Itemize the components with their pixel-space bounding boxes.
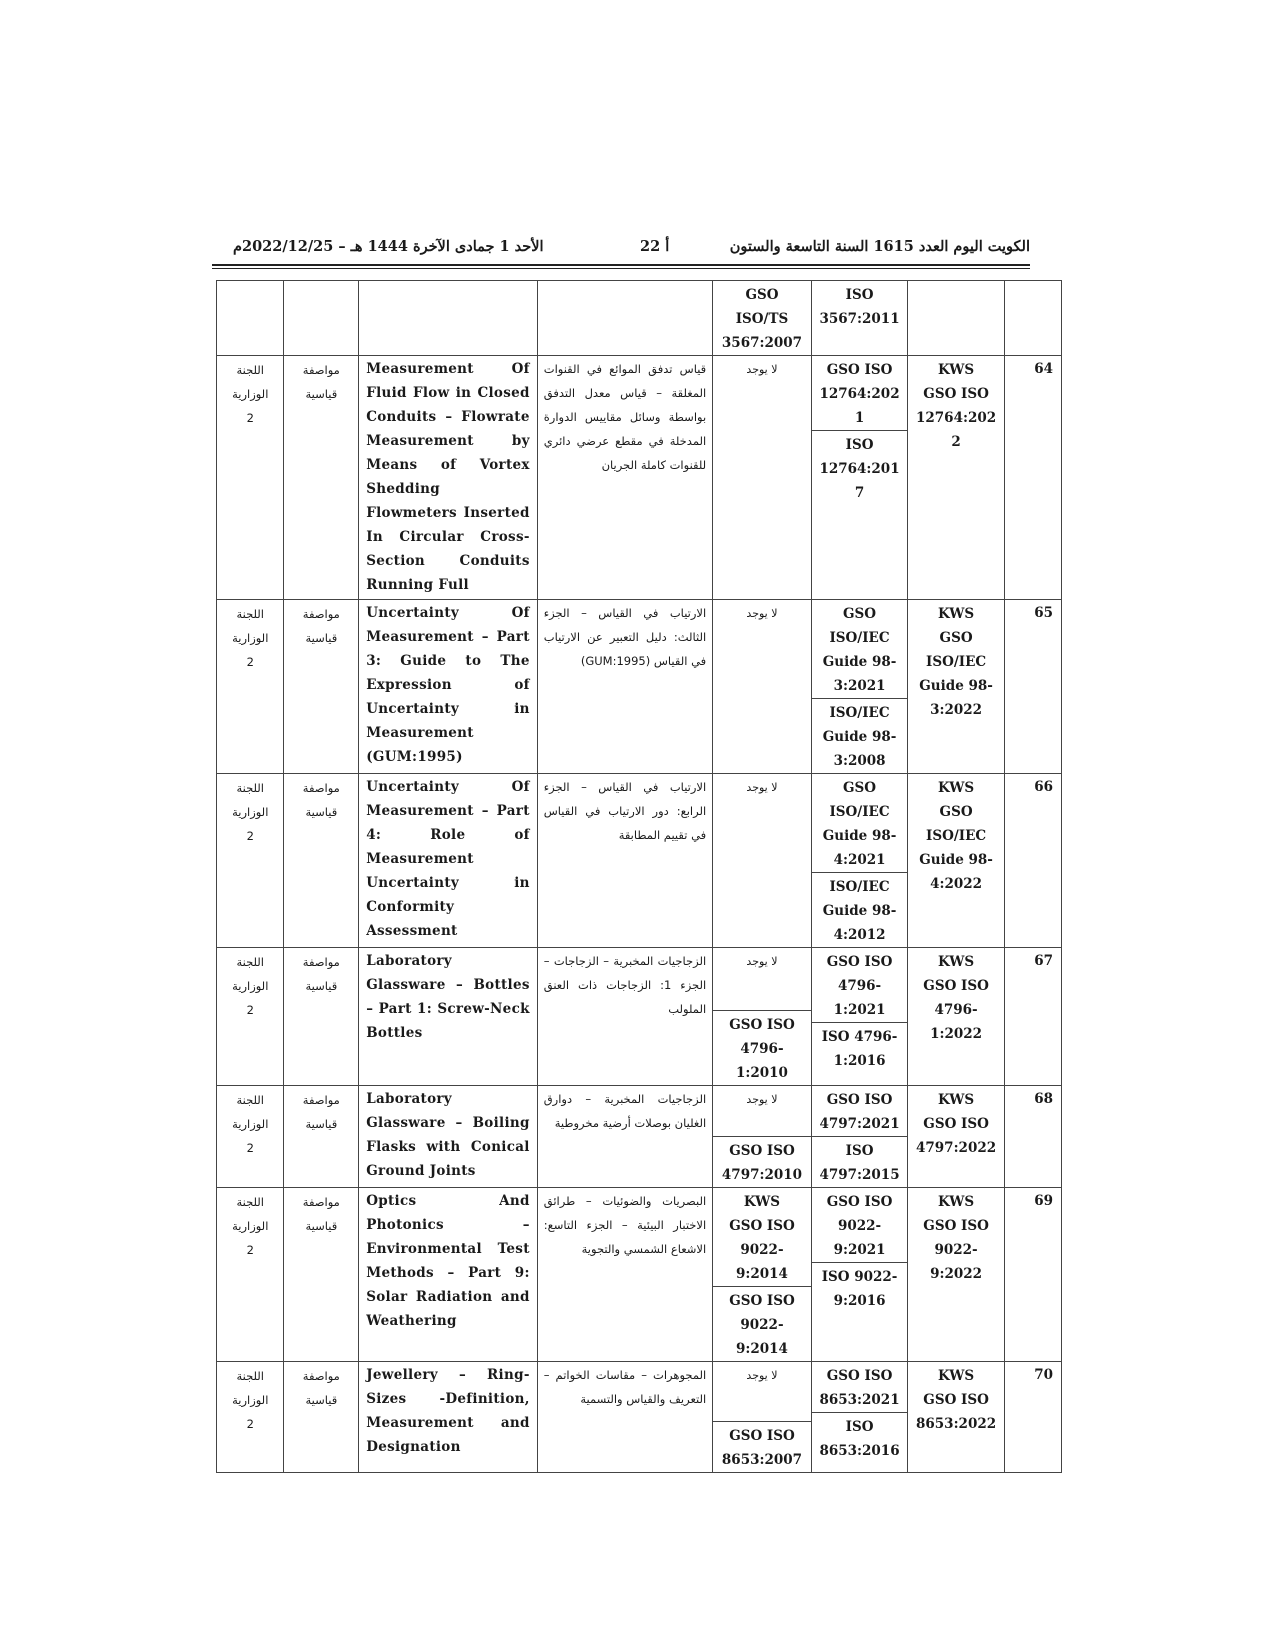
arabic-title: قياس تدفق الموائع في القنوات المغلقة – قياس معدل التدفق بواسطة وسائل مقاييس الدوارة المدخلة في مقطع عرضي دائري للقنوات كاملة الجريان (543, 362, 707, 472)
source-standard-cell (811, 1362, 908, 1473)
gso-iso-standard: GSO ISO 4797:2021 (819, 1092, 900, 1132)
type-label: مواصفة قياسية (302, 781, 340, 819)
row-number: 70 (1034, 1367, 1053, 1383)
header-issue-info: الكويت اليوم العدد 1615 السنة التاسعة والستون (729, 238, 1030, 255)
table-row (217, 1086, 1062, 1188)
table-row (217, 948, 1062, 1086)
gso-iso-standard: GSO ISO/IEC Guide 98- 3:2021 (822, 606, 897, 694)
committee-label: اللجنة الوزارية 2 (232, 1093, 269, 1155)
type-cell (284, 1188, 359, 1362)
english-title: Laboratory Glassware – Boiling Flasks with Conical Ground Joints (366, 1091, 530, 1179)
iso-standard: ISO 3567:2011 (819, 287, 900, 327)
committee-cell (217, 948, 284, 1086)
english-title: Measurement Of Fluid Flow in Closed Conduits – Flowrate Measurement by Means of Vortex Shedding Flowmeters Inserted In Circular Cross-Section Conduits Running Full (366, 361, 530, 593)
table-row (217, 1362, 1062, 1473)
kws-cell (908, 948, 1005, 1086)
kws-cell (908, 774, 1005, 948)
type-label: مواصفة قياسية (302, 607, 340, 645)
type-label: مواصفة قياسية (302, 363, 340, 401)
committee-cell (217, 774, 284, 948)
arabic-title-cell (537, 1188, 712, 1362)
withdrawn-standard: GSO ISO 9022- 9:2014 (713, 1286, 811, 1361)
committee-cell (217, 600, 284, 774)
arabic-title: المجوهرات – مقاسات الخواتم – التعريف والقياس والتسمية (543, 1368, 707, 1406)
iso-standard: ISO/IEC Guide 98- 3:2008 (812, 698, 908, 773)
existing-standard-top: لا يوجد (746, 607, 778, 620)
number-cell (1004, 774, 1061, 948)
iso-standard: ISO 8653:2016 (812, 1412, 908, 1463)
type-label: مواصفة قياسية (302, 955, 340, 993)
existing-standard-cell (713, 356, 812, 600)
source-standard-cell (811, 774, 908, 948)
source-standard-cell (811, 600, 908, 774)
existing-standard-top: لا يوجد (746, 363, 778, 376)
kws-standard: KWS GSO ISO 4796- 1:2022 (923, 954, 989, 1042)
gso-iso-standard: GSO ISO 8653:2021 (819, 1368, 900, 1408)
kws-cell (908, 600, 1005, 774)
iso-standard: ISO 4796- 1:2016 (812, 1022, 908, 1073)
committee-label: اللجنة الوزارية 2 (232, 1369, 269, 1431)
existing-standard-cell (713, 1086, 812, 1188)
kws-standard: KWS GSO ISO 12764:202 2 (916, 362, 997, 450)
committee-cell (217, 1362, 284, 1473)
kws-cell (908, 1362, 1005, 1473)
header-page-number: أ 22 (640, 238, 670, 255)
committee-label: اللجنة الوزارية 2 (232, 1195, 269, 1257)
existing-standard-top: لا يوجد (746, 1093, 778, 1106)
arabic-title-cell (537, 356, 712, 600)
committee-cell (217, 1188, 284, 1362)
withdrawn-standard: GSO ISO 8653:2007 (713, 1421, 811, 1472)
existing-standard-cell (713, 600, 812, 774)
kws-standard: KWS GSO ISO 8653:2022 (916, 1368, 997, 1432)
arabic-title: الارتياب في القياس – الجزء الثالث: دليل التعبير عن الارتياب في القياس (GUM:1995) (543, 606, 707, 668)
english-title: Jewellery – Ring-Sizes -Definition, Measurement and Designation (366, 1367, 530, 1455)
kws-standard: KWS GSO ISO 4797:2022 (916, 1092, 997, 1156)
row-number: 68 (1034, 1091, 1053, 1107)
committee-cell (217, 1086, 284, 1188)
arabic-title-cell (537, 774, 712, 948)
kws-standard: KWS GSO ISO 9022- 9:2022 (923, 1194, 989, 1282)
table-row-continued (217, 281, 1062, 356)
arabic-title-cell (537, 600, 712, 774)
row-number: 69 (1034, 1193, 1053, 1209)
english-title-cell (359, 1362, 538, 1473)
committee-label: اللجنة الوزارية 2 (232, 363, 269, 425)
type-cell (284, 281, 359, 356)
existing-standard-top: لا يوجد (746, 781, 778, 794)
row-number: 67 (1034, 953, 1053, 969)
arabic-title-cell (537, 281, 712, 356)
type-cell (284, 1086, 359, 1188)
kws-cell (908, 281, 1005, 356)
existing-standard-cell (713, 281, 812, 356)
arabic-title-cell (537, 948, 712, 1086)
gso-standard: GSO ISO/TS 3567:2007 (721, 287, 803, 351)
gso-iso-standard: GSO ISO 12764:202 1 (819, 362, 900, 426)
kws-cell (908, 1086, 1005, 1188)
english-title: Laboratory Glassware – Bottles – Part 1: Screw-Neck Bottles (366, 953, 530, 1041)
type-cell (284, 948, 359, 1086)
header-rule-thin (212, 268, 1030, 269)
gso-iso-standard: GSO ISO/IEC Guide 98- 4:2021 (822, 780, 897, 868)
english-title: Optics And Photonics – Environmental Test Methods – Part 9: Solar Radiation and Weathering (366, 1193, 530, 1329)
type-label: مواصفة قياسية (302, 1195, 340, 1233)
source-standard-cell (811, 356, 908, 600)
existing-standard-cell (713, 948, 812, 1086)
arabic-title: البصريات والضوئيات – طرائق الاختبار البيئية – الجزء التاسع: الاشعاع الشمسي والتجوية (543, 1194, 707, 1256)
existing-standard-cell (713, 1362, 812, 1473)
arabic-title: الارتياب في القياس – الجزء الرابع: دور الارتياب في القياس في تقييم المطابقة (543, 780, 707, 842)
committee-cell (217, 356, 284, 600)
type-label: مواصفة قياسية (302, 1369, 340, 1407)
committee-cell (217, 281, 284, 356)
existing-standard-top: KWS GSO ISO 9022- 9:2014 (729, 1194, 795, 1282)
number-cell (1004, 1188, 1061, 1362)
row-number: 64 (1034, 361, 1053, 377)
kws-standard: KWS GSO ISO/IEC Guide 98- 3:2022 (919, 606, 993, 718)
kws-standard: KWS GSO ISO/IEC Guide 98- 4:2022 (919, 780, 993, 892)
committee-label: اللجنة الوزارية 2 (232, 955, 269, 1017)
row-number: 66 (1034, 779, 1053, 795)
gso-iso-standard: GSO ISO 9022- 9:2021 (826, 1194, 893, 1258)
row-number: 65 (1034, 605, 1053, 621)
withdrawn-standard: GSO ISO 4797:2010 (713, 1136, 811, 1187)
standards-table (216, 280, 1062, 1473)
english-title-cell (359, 948, 538, 1086)
existing-standard-top: لا يوجد (746, 955, 778, 968)
arabic-title: الزجاجيات المخبرية – الزجاجات – الجزء 1: الزجاجات ذات العنق الملولب (543, 954, 707, 1016)
english-title: Uncertainty Of Measurement – Part 3: Guide to The Expression of Uncertainty in Measurement (GUM:1995) (366, 605, 530, 765)
source-standard-cell (811, 1188, 908, 1362)
english-title-cell (359, 1086, 538, 1188)
number-cell (1004, 948, 1061, 1086)
arabic-title-cell (537, 1362, 712, 1473)
english-title-cell (359, 774, 538, 948)
arabic-title-cell (537, 1086, 712, 1188)
header-date: الأحد 1 جمادى الآخرة 1444 هـ – 2022/12/25م (233, 238, 544, 255)
kws-cell (908, 356, 1005, 600)
type-label: مواصفة قياسية (302, 1093, 340, 1131)
type-cell (284, 356, 359, 600)
english-title-cell (359, 1188, 538, 1362)
number-cell (1004, 281, 1061, 356)
source-standard-cell (811, 948, 908, 1086)
committee-label: اللجنة الوزارية 2 (232, 781, 269, 843)
iso-standard: ISO 9022- 9:2016 (812, 1262, 908, 1313)
source-standard-cell (811, 281, 908, 356)
iso-standard: ISO/IEC Guide 98- 4:2012 (812, 872, 908, 947)
withdrawn-standard: GSO ISO 4796- 1:2010 (713, 1010, 811, 1085)
arabic-title: الزجاجيات المخبرية – دوارق الغليان بوصلات أرضية مخروطية (543, 1092, 707, 1130)
number-cell (1004, 1086, 1061, 1188)
type-cell (284, 1362, 359, 1473)
existing-standard-cell (713, 774, 812, 948)
number-cell (1004, 1362, 1061, 1473)
english-title-cell (359, 356, 538, 600)
english-title-cell (359, 600, 538, 774)
header-rule (212, 264, 1030, 266)
source-standard-cell (811, 1086, 908, 1188)
type-cell (284, 774, 359, 948)
type-cell (284, 600, 359, 774)
kws-cell (908, 1188, 1005, 1362)
table-row (217, 774, 1062, 948)
gso-iso-standard: GSO ISO 4796- 1:2021 (826, 954, 893, 1018)
number-cell (1004, 600, 1061, 774)
existing-standard-top: لا يوجد (746, 1369, 778, 1382)
number-cell (1004, 356, 1061, 600)
iso-standard: ISO 4797:2015 (812, 1136, 908, 1187)
committee-label: اللجنة الوزارية 2 (232, 607, 269, 669)
table-row (217, 356, 1062, 600)
english-title: Uncertainty Of Measurement – Part 4: Role of Measurement Uncertainty in Conformity Assessment (366, 779, 530, 939)
table-row (217, 1188, 1062, 1362)
existing-standard-cell (713, 1188, 812, 1362)
table-row (217, 600, 1062, 774)
english-title-cell (359, 281, 538, 356)
iso-standard: ISO 12764:201 7 (812, 430, 908, 505)
